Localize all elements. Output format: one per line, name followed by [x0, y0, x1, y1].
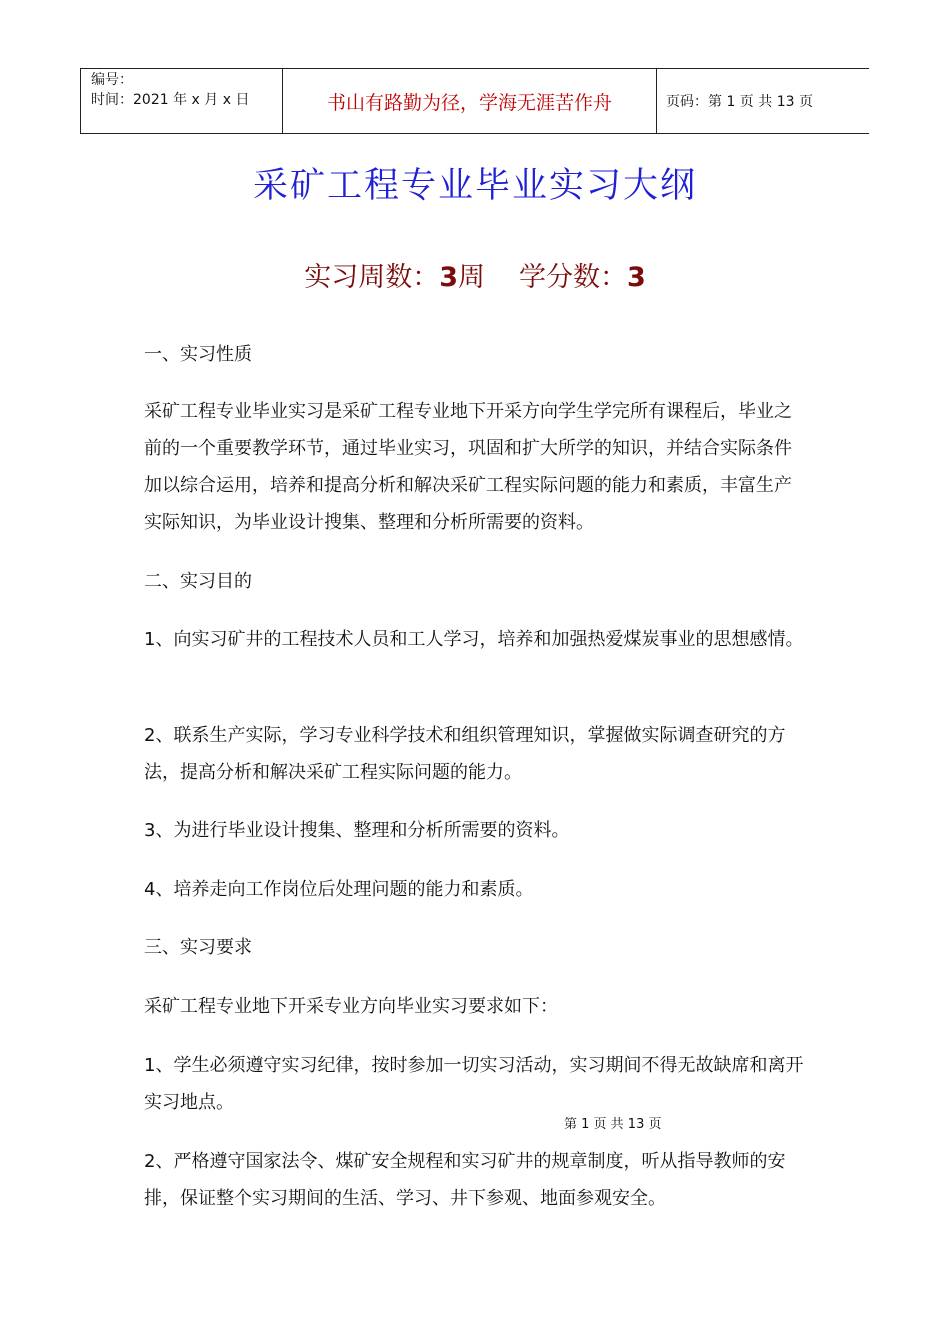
section-3-item-2: 2、严格遵守国家法令、煤矿安全规程和实习矿井的规章制度，听从指导教师的安排，保证整个实习期间的生活、学习、井下参观、地面参观安全。 — [144, 1151, 786, 1209]
section-2-item-3: 3、为进行毕业设计搜集、整理和分析所需要的资料。 — [144, 820, 570, 841]
header-page-cell — [657, 69, 869, 133]
weeks-unit: 周 — [458, 262, 485, 293]
section-2-item-2: 2、联系生产实际，学习专业科学技术和组织管理知识，掌握做实际调查研究的方法，提高分析和解决采矿工程实际问题的能力。 — [144, 725, 786, 783]
header-table — [80, 68, 869, 134]
credits-value: 3 — [627, 262, 646, 293]
page-footer: 第 1 页 共 13 页 — [564, 1117, 662, 1132]
section-3-heading: 三、实习要求 — [144, 937, 252, 958]
section-3-item-1: 1、学生必须遵守实习纪律，按时参加一切实习活动，实习期间不得无故缺席和离开实习地点。 — [144, 1055, 804, 1113]
document-subtitle — [0, 255, 950, 294]
credits-label: 学分数： — [519, 262, 627, 293]
header-motto-cell — [283, 69, 657, 133]
section-1-paragraph: 采矿工程专业毕业实习是采矿工程专业地下开采方向学生学完所有课程后，毕业之前的一个重要教学环节，通过毕业实习，巩固和扩大所学的知识，并结合实际条件加以综合运用，培养和提高分析和解决采矿工程实际问题的能力和素质，丰富生产实际知识，为毕业设计搜集、整理和分析所需要的资料。 — [144, 401, 792, 533]
header-meta-cell — [81, 69, 283, 133]
number-label: 编号： — [91, 72, 133, 88]
section-2-item-1: 1、向实习矿井的工程技术人员和工人学习，培养和加强热爱煤炭事业的思想感情。 — [144, 629, 804, 650]
time-label: 时间：2021 年 x 月 x 日 — [91, 92, 250, 108]
section-3-intro: 采矿工程专业地下开采专业方向毕业实习要求如下： — [144, 996, 558, 1017]
weeks-value: 3 — [439, 262, 458, 293]
weeks-label: 实习周数： — [304, 262, 440, 293]
section-1-heading: 一、实习性质 — [144, 344, 252, 365]
section-2-heading: 二、实习目的 — [144, 571, 252, 592]
document-title: 采矿工程专业毕业实习大纲 — [252, 166, 697, 206]
section-2-item-4: 4、培养走向工作岗位后处理问题的能力和素质。 — [144, 879, 534, 900]
motto: 书山有路勤为径，学海无涯苦作舟 — [326, 91, 612, 114]
page-code: 页码：第 1 页 共 13 页 — [666, 94, 813, 110]
